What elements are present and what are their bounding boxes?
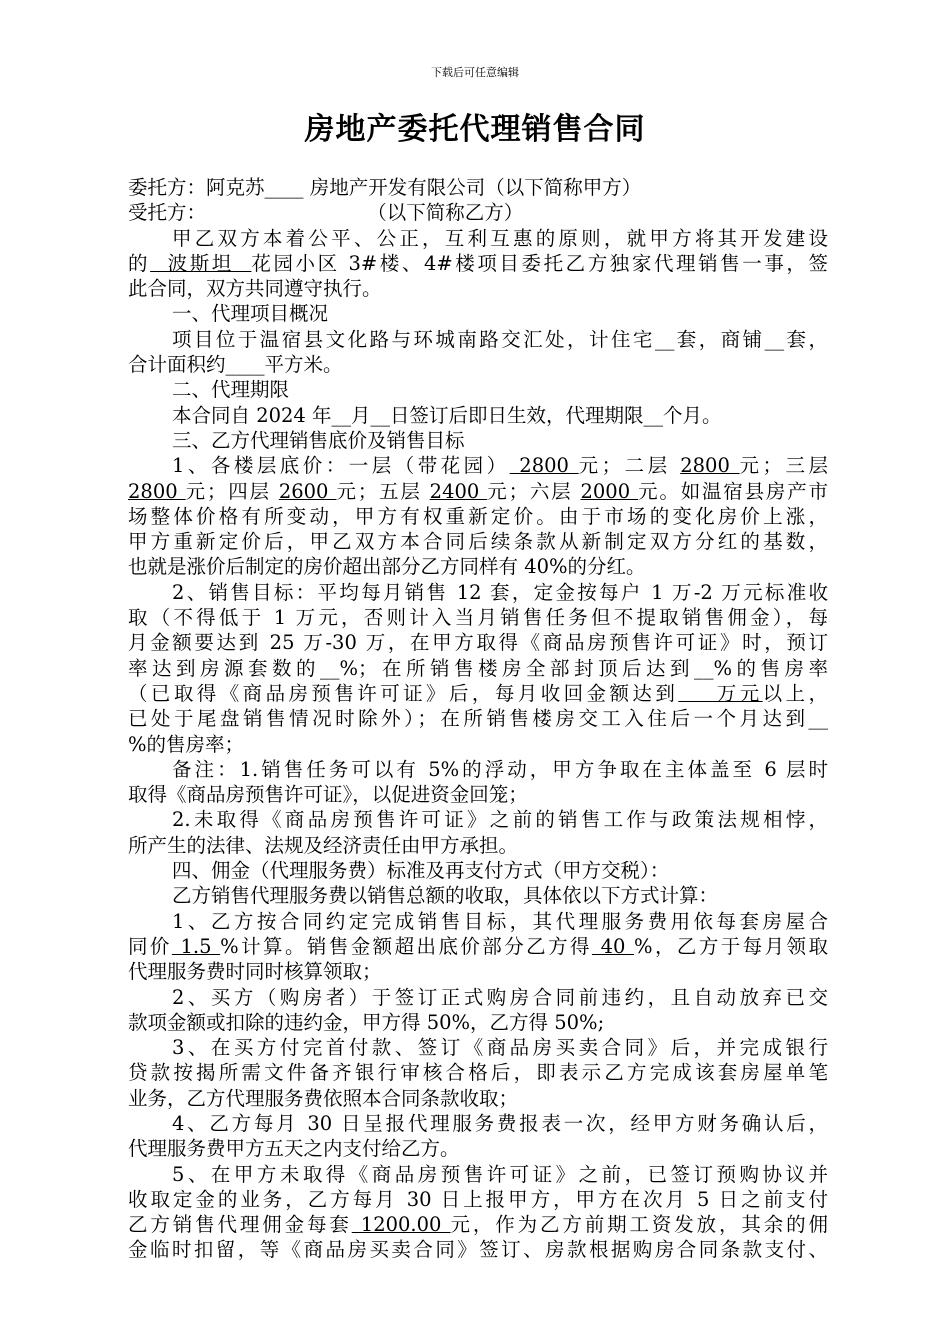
line-text: 5、在甲方未取得《商品房预售许可证》之前，已签订预购协议并 (172, 1162, 828, 1186)
line-text: 元，作为乙方前期工资发放，其余的佣 (450, 1213, 828, 1237)
line-text: 元；五层 (336, 479, 430, 503)
line-text: 2、销售目标：平均每月销售 12 套，定金按每户 1 万-2 万元标准收 (172, 580, 828, 604)
line-text: 2、买方（购房者）于签订正式购房合同前违约，且自动放弃已交 (172, 985, 828, 1009)
contract-line (128, 352, 828, 377)
contract-line (128, 959, 828, 984)
line-text: 甲方重新定价后，甲乙双方本合同后续条款从新制定双方分红的基数， (128, 530, 828, 554)
line-text: 率达到房源套数的__%；在所销售楼房全部封顶后达到__%的售房率 (128, 656, 828, 680)
contract-line (128, 580, 828, 605)
contract-line (128, 1060, 828, 1085)
line-text: 房地产开发有限公司（以下简称甲方） (303, 176, 642, 199)
line-text: 的 (128, 251, 151, 275)
contract-line (128, 226, 828, 251)
line-text: %的售房率； (128, 732, 245, 756)
contract-line (128, 909, 828, 934)
header-note: 下载后可任意编辑 (431, 66, 519, 79)
underlined-fill-in: 2000 (580, 479, 639, 503)
document-title: 房地产委托代理销售合同 (304, 112, 646, 147)
line-text: 以上， (762, 681, 828, 705)
contract-line (128, 327, 828, 352)
underlined-fill-in: 1200.00 (351, 1213, 451, 1237)
line-text: 花园小区 3#楼、4#楼项目委托乙方独家代理销售一事，签 (251, 251, 828, 275)
contract-line (128, 934, 828, 959)
contract-line (128, 883, 828, 908)
line-text: 场整体价格有所变动，甲方有权重新定价。由于市场的变化房价上涨， (128, 504, 828, 528)
line-text: 元；二层 (578, 454, 681, 478)
line-text: 元；四层 (185, 479, 279, 503)
line-text: 一、代理项目概况 (172, 302, 329, 326)
contract-line (128, 985, 828, 1010)
line-text: 项目位于温宿县文化路与环城南路交汇处，计住宅__套，商铺__套， (172, 327, 828, 351)
contract-line (128, 1010, 828, 1035)
line-text: 二、代理期限 (172, 378, 290, 402)
underlined-fill-in: 2800 (128, 479, 186, 503)
line-text: 1、乙方按合同约定完成销售目标，其代理服务费用依每套房屋合 (172, 909, 828, 933)
line-text: 元；六层 (487, 479, 581, 503)
contract-line (128, 1136, 828, 1161)
contract-line (128, 656, 828, 681)
line-text: %，乙方于每月领取 (634, 934, 828, 958)
contract-line (128, 200, 828, 225)
underlined-fill-in: 2400 (429, 479, 488, 503)
contract-line (128, 1162, 828, 1187)
contract-line (128, 858, 828, 883)
line-text: 收取定金的业务，乙方每月 30 日上报甲方，甲方在次月 5 日之前支付 (128, 1187, 828, 1211)
line-text: （已取得《商品房预售许可证》后，每月收回金额达到 (128, 681, 679, 705)
line-text: 受托方： (128, 201, 207, 225)
underlined-fill-in: 2800 (509, 454, 579, 478)
line-text: 1、各楼层底价：一层（带花园） (172, 454, 510, 478)
line-text: 乙方销售代理服务费以销售总额的收取，具体依以下方式计算： (172, 884, 719, 908)
contract-line (128, 504, 828, 529)
underlined-fill-in: 40 (591, 934, 635, 958)
contract-line (128, 807, 828, 832)
line-text: 所产生的法律、法规及经济责任由甲方承担。 (128, 833, 519, 857)
contract-line (128, 453, 828, 478)
line-text: 备注：1.销售任务可以有 5%的浮动，甲方争取在主体盖至 6 层时 (172, 757, 828, 781)
line-text: 元。如温宿县房产市 (638, 479, 828, 503)
contract-line (128, 428, 828, 453)
underlined-fill-in: 2800 (680, 454, 740, 478)
contract-line (128, 529, 828, 554)
line-text: 也就是涨价后制定的房价超出部分乙方同样有 40%的分红。 (128, 555, 646, 579)
line-text: 取得《商品房预售许可证》，以促进资金回笼； (128, 783, 528, 807)
contract-line (128, 1237, 828, 1262)
line-text: 已处于尾盘销售情况时除外）；在所销售楼房交工入住后一个月达到__ (128, 707, 828, 731)
line-text: 同价 (128, 934, 172, 958)
contract-line (128, 681, 828, 706)
contract-body (128, 175, 828, 1263)
line-text: 金临时扣留，等《商品房买卖合同》签订、房款根据购房合同条款支付、 (128, 1238, 828, 1262)
contract-line (128, 251, 828, 276)
contract-line (128, 276, 828, 301)
line-text: 甲乙双方本着公平、公正，互利互惠的原则，就甲方将其开发建设 (172, 226, 828, 250)
contract-line (128, 1111, 828, 1136)
line-text: 取（不得低于 1 万元，否则计入当月销售任务但不提取销售佣金），每 (128, 606, 828, 630)
line-text: 委托方：阿克苏 (128, 176, 265, 199)
contract-line (128, 403, 828, 428)
line-text: ____ (264, 176, 304, 199)
contract-line (128, 782, 828, 807)
contract-line (128, 377, 828, 402)
contract-line (128, 479, 828, 504)
line-text: 月金额要达到 25 万-30 万，在甲方取得《商品房预售许可证》时，预订 (128, 631, 828, 655)
line-text: 三、乙方代理销售底价及销售目标 (172, 428, 465, 452)
line-text: 此合同，双方共同遵守执行。 (128, 277, 382, 301)
contract-line (128, 605, 828, 630)
line-text: %计算。销售金额超出底价部分乙方得 (220, 934, 592, 958)
contract-line (128, 1035, 828, 1060)
contract-line (128, 630, 828, 655)
underlined-fill-in: 1.5 (171, 934, 221, 958)
line-text: 元；三层 (739, 454, 828, 478)
contract-line (128, 1187, 828, 1212)
contract-line (128, 554, 828, 579)
line-text: 乙方销售代理佣金每套 (128, 1213, 352, 1237)
contract-line (128, 1086, 828, 1111)
line-text: 合计面积约____平方米。 (128, 353, 343, 377)
line-text: （以下简称乙方） (367, 201, 524, 225)
line-text: 4、乙方每月 30 日呈报代理服务费报表一次，经甲方财务确认后， (172, 1111, 828, 1135)
contract-line (128, 757, 828, 782)
contract-line (128, 706, 828, 731)
contract-line (128, 175, 828, 200)
underlined-fill-in: 万元 (678, 681, 763, 705)
line-text: 代理服务费甲方五天之内支付给乙方。 (128, 1137, 460, 1161)
line-text: 贷款按揭所需文件备齐银行审核合格后，即表示乙方完成该套房屋单笔 (128, 1061, 828, 1085)
line-text: 3、在买方付完首付款、签订《商品房买卖合同》后，并完成银行 (172, 1036, 828, 1060)
line-text: 业务，乙方代理服务费依照本合同条款收取； (128, 1086, 519, 1110)
contract-line (128, 833, 828, 858)
underlined-fill-in: 波斯坦 (150, 251, 252, 275)
contract-line (128, 732, 828, 757)
line-text (206, 201, 367, 224)
line-text: 款项金额或扣除的违约金，甲方得 50%，乙方得 50%; (128, 1010, 605, 1034)
line-text: 本合同自 2024 年__月__日签订后即日生效，代理期限__个月。 (172, 403, 722, 427)
contract-line (128, 1212, 828, 1237)
line-text: 四、佣金（代理服务费）标准及再支付方式（甲方交税）： (172, 859, 670, 883)
line-text: 2.未取得《商品房预售许可证》之前的销售工作与政策法规相悖， (172, 808, 828, 832)
contract-line (128, 301, 828, 326)
line-text: 代理服务费时同时核算领取； (128, 960, 382, 984)
underlined-fill-in: 2600 (278, 479, 337, 503)
